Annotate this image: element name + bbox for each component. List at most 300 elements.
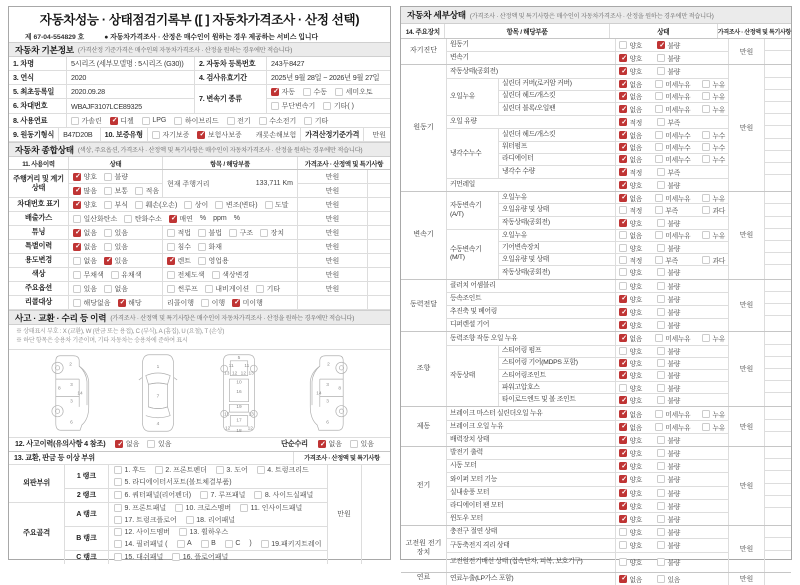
comp-state-cell bbox=[69, 282, 163, 295]
checkbox[interactable] bbox=[155, 466, 163, 474]
option-label: 도말 bbox=[275, 201, 289, 209]
checkbox[interactable] bbox=[254, 491, 262, 499]
comp-item-cell bbox=[163, 282, 298, 295]
price-line bbox=[298, 184, 367, 197]
checkbox[interactable] bbox=[702, 105, 710, 113]
comprehensive-col-headers bbox=[9, 157, 390, 170]
checkbox[interactable] bbox=[702, 206, 710, 214]
checkbox[interactable] bbox=[702, 80, 710, 88]
checkbox[interactable] bbox=[73, 285, 81, 293]
checkbox[interactable] bbox=[657, 384, 665, 392]
svg-text:13: 13 bbox=[248, 371, 254, 377]
checkbox[interactable] bbox=[657, 347, 665, 355]
checkbox[interactable] bbox=[655, 423, 663, 431]
first-reg-value: 2020.09.28 bbox=[71, 87, 105, 96]
car-name-label: 1. 차명 bbox=[13, 58, 34, 68]
checkbox[interactable] bbox=[655, 256, 663, 264]
checkbox-checked[interactable] bbox=[619, 321, 627, 329]
detail-state-cell bbox=[616, 382, 728, 393]
checkbox[interactable] bbox=[104, 201, 112, 209]
checkbox[interactable] bbox=[114, 504, 122, 512]
checkbox[interactable] bbox=[114, 478, 122, 486]
detail-empty-cell bbox=[765, 459, 791, 471]
checkbox[interactable] bbox=[259, 117, 267, 125]
option-적정 bbox=[619, 255, 655, 265]
checkbox[interactable] bbox=[215, 201, 223, 209]
checkbox[interactable] bbox=[619, 41, 627, 49]
checkbox[interactable] bbox=[73, 271, 81, 279]
detail-state-cell bbox=[616, 242, 728, 253]
option-양호 bbox=[619, 53, 657, 63]
detail-row bbox=[447, 65, 728, 77]
checkbox-checked[interactable] bbox=[73, 187, 81, 195]
checkbox[interactable] bbox=[152, 131, 160, 139]
checkbox[interactable] bbox=[657, 181, 665, 189]
checkbox[interactable] bbox=[657, 396, 665, 404]
checkbox-checked[interactable] bbox=[619, 67, 627, 75]
checkbox[interactable] bbox=[657, 308, 665, 316]
checkbox[interactable] bbox=[172, 553, 180, 561]
detail-state-cell bbox=[616, 460, 728, 472]
checkbox[interactable] bbox=[657, 295, 665, 303]
checkbox-checked[interactable] bbox=[619, 359, 627, 367]
option-불량 bbox=[657, 435, 707, 445]
checkbox-checked[interactable] bbox=[619, 181, 627, 189]
checkbox[interactable] bbox=[114, 466, 122, 474]
option-없음 bbox=[73, 256, 97, 266]
detail-group-변속기 bbox=[401, 192, 791, 279]
option-구조 bbox=[229, 228, 253, 238]
checkbox-checked[interactable] bbox=[73, 173, 81, 181]
checkbox-checked[interactable] bbox=[115, 440, 123, 448]
checkbox[interactable] bbox=[256, 285, 264, 293]
checkbox[interactable] bbox=[261, 540, 269, 548]
checkbox-checked[interactable] bbox=[197, 131, 205, 139]
rank-name: A 랭크 bbox=[65, 503, 109, 526]
detail-empty-col bbox=[765, 407, 791, 446]
comp-row bbox=[9, 170, 390, 198]
detail-empty-cell bbox=[765, 217, 791, 229]
detail-segment-rows bbox=[447, 52, 728, 64]
detail-empty-cell bbox=[765, 175, 791, 187]
history-note-2: ※ 하단 항목은 승용차 기준이며, 기타 자동차는 승용차에 준하여 표시 bbox=[16, 338, 188, 345]
checkbox[interactable] bbox=[174, 117, 182, 125]
checkbox[interactable] bbox=[655, 206, 663, 214]
checkbox-checked[interactable] bbox=[110, 117, 118, 125]
checkbox[interactable] bbox=[167, 285, 175, 293]
detail-row bbox=[447, 500, 728, 512]
checkbox[interactable] bbox=[657, 359, 665, 367]
checkbox[interactable] bbox=[142, 117, 150, 125]
option-label: 양호 bbox=[629, 296, 643, 304]
option-일산화탄소 bbox=[73, 214, 117, 224]
checkbox[interactable] bbox=[655, 131, 663, 139]
checkbox[interactable] bbox=[135, 201, 143, 209]
checkbox-checked[interactable] bbox=[619, 502, 627, 510]
option-label: 불량 bbox=[667, 43, 681, 51]
checkbox[interactable] bbox=[73, 215, 81, 223]
option-label: 불량 bbox=[667, 517, 681, 525]
detail-sub-label: 냉각수누수 bbox=[447, 129, 499, 178]
checkbox[interactable] bbox=[167, 229, 175, 237]
checkbox[interactable] bbox=[175, 504, 183, 512]
checkbox[interactable] bbox=[655, 80, 663, 88]
option-label: 없음 bbox=[125, 441, 140, 449]
option-label: 보통 bbox=[114, 187, 129, 195]
option-양호 bbox=[73, 200, 97, 210]
rank-name: B 랭크 bbox=[65, 527, 109, 550]
checkbox[interactable] bbox=[167, 271, 175, 279]
checkbox[interactable] bbox=[619, 268, 627, 276]
checkbox-checked[interactable] bbox=[619, 143, 627, 151]
checkbox[interactable] bbox=[655, 155, 663, 163]
checkbox-checked[interactable] bbox=[104, 257, 112, 265]
checkbox[interactable] bbox=[702, 410, 710, 418]
checkbox-checked[interactable] bbox=[619, 475, 627, 483]
comp-row-label-cell bbox=[9, 240, 69, 253]
svg-text:8: 8 bbox=[57, 386, 61, 392]
checkbox-checked[interactable] bbox=[619, 423, 627, 431]
checkbox-checked[interactable] bbox=[619, 462, 627, 470]
checkbox[interactable] bbox=[657, 449, 665, 457]
checkbox[interactable] bbox=[104, 285, 112, 293]
checkbox-checked[interactable] bbox=[619, 118, 627, 126]
detail-row bbox=[447, 407, 728, 419]
detail-state-cell bbox=[616, 217, 728, 229]
svg-text:10: 10 bbox=[236, 380, 242, 386]
checkbox-checked[interactable] bbox=[73, 229, 81, 237]
checkbox[interactable] bbox=[114, 540, 122, 548]
checkbox[interactable] bbox=[71, 117, 79, 125]
checkbox-checked[interactable] bbox=[619, 168, 627, 176]
checkbox[interactable] bbox=[657, 489, 665, 497]
empty-line bbox=[368, 184, 390, 197]
checkbox[interactable] bbox=[260, 229, 268, 237]
option-label: 누유 bbox=[712, 424, 725, 432]
comp-price-cell bbox=[298, 254, 368, 267]
checkbox[interactable] bbox=[655, 334, 663, 342]
comp-row-label: 용도변경 bbox=[25, 255, 52, 265]
checkbox[interactable] bbox=[619, 282, 627, 290]
detail-segment-rows bbox=[447, 434, 728, 446]
checkbox[interactable] bbox=[229, 229, 237, 237]
option-label: 6. 쿼터패널(리어펜더) bbox=[124, 492, 192, 500]
detail-empty-cell bbox=[765, 484, 791, 496]
checkbox[interactable] bbox=[657, 168, 665, 176]
comp-empty-cell bbox=[368, 268, 390, 281]
checkbox[interactable] bbox=[104, 187, 112, 195]
detail-price-cell bbox=[729, 573, 765, 585]
repair-table bbox=[9, 452, 390, 564]
option-label: 미세누유 bbox=[665, 94, 691, 102]
detail-empty-cell bbox=[765, 526, 791, 538]
checkbox[interactable] bbox=[657, 118, 665, 126]
checkbox[interactable] bbox=[657, 67, 665, 75]
detail-item-label: 작동상태(공회전) bbox=[450, 67, 498, 75]
detail-group-rows bbox=[447, 280, 729, 332]
checkbox[interactable] bbox=[114, 528, 122, 536]
checkbox-checked[interactable] bbox=[619, 92, 627, 100]
checkbox[interactable] bbox=[657, 541, 665, 549]
checkbox[interactable] bbox=[619, 558, 627, 566]
option-불법 bbox=[198, 228, 222, 238]
detail-item-cell bbox=[499, 79, 616, 90]
repair-rank-row bbox=[65, 503, 327, 527]
option-label: 있음 bbox=[157, 441, 172, 449]
repair-empty-cell bbox=[362, 465, 390, 564]
detail-row bbox=[447, 487, 728, 499]
detail-col-header-1: 항목 / 해당부품 bbox=[445, 24, 609, 38]
checkbox[interactable] bbox=[702, 423, 710, 431]
checkbox[interactable] bbox=[124, 215, 132, 223]
checkbox[interactable] bbox=[303, 88, 311, 96]
detail-empty-cell bbox=[765, 345, 791, 357]
checkbox-checked[interactable] bbox=[619, 396, 627, 404]
checkbox-checked[interactable] bbox=[657, 41, 665, 49]
checkbox[interactable] bbox=[702, 131, 710, 139]
checkbox-checked[interactable] bbox=[619, 489, 627, 497]
detail-state-cell bbox=[616, 230, 728, 241]
checkbox[interactable] bbox=[655, 143, 663, 151]
checkbox-checked[interactable] bbox=[167, 257, 175, 265]
checkbox[interactable] bbox=[657, 54, 665, 62]
checkbox[interactable] bbox=[657, 502, 665, 510]
option-label: 상이 bbox=[194, 201, 209, 209]
checkbox[interactable] bbox=[198, 243, 206, 251]
checkbox-checked[interactable] bbox=[169, 215, 177, 223]
checkbox-checked[interactable] bbox=[318, 440, 326, 448]
checkbox[interactable] bbox=[657, 219, 665, 227]
checkbox[interactable] bbox=[114, 553, 122, 561]
checkbox[interactable] bbox=[655, 410, 663, 418]
detail-empty-cell bbox=[765, 114, 791, 126]
option-label: 훼손(오손) bbox=[145, 201, 178, 209]
checkbox[interactable] bbox=[111, 271, 119, 279]
checkbox[interactable] bbox=[186, 516, 194, 524]
detail-item-label: 오일누유 bbox=[502, 193, 528, 201]
detail-segment-rows bbox=[447, 39, 728, 51]
checkbox[interactable] bbox=[227, 117, 235, 125]
checkbox[interactable] bbox=[265, 201, 273, 209]
checkbox[interactable] bbox=[702, 143, 710, 151]
comp-row-label: 특별이력 bbox=[25, 241, 52, 251]
checkbox[interactable] bbox=[702, 231, 710, 239]
checkbox[interactable] bbox=[655, 92, 663, 100]
option-불량 bbox=[657, 267, 707, 277]
checkbox[interactable] bbox=[657, 268, 665, 276]
option-label: 없음 bbox=[629, 82, 643, 90]
checkbox[interactable] bbox=[135, 187, 143, 195]
checkbox[interactable] bbox=[657, 244, 665, 252]
checkbox[interactable] bbox=[271, 102, 279, 110]
checkbox-checked[interactable] bbox=[271, 88, 279, 96]
inspection-period-value: 2025년 9월 28일 ~ 2026년 9월 27일 bbox=[271, 72, 380, 82]
checkbox-checked[interactable] bbox=[73, 201, 81, 209]
checkbox[interactable] bbox=[657, 575, 665, 583]
detail-item-cell bbox=[447, 513, 616, 525]
checkbox-checked[interactable] bbox=[619, 575, 627, 583]
checkbox[interactable] bbox=[257, 466, 265, 474]
checkbox[interactable] bbox=[73, 299, 81, 307]
comp-price-cell bbox=[298, 212, 368, 225]
detail-state-cell bbox=[616, 91, 728, 102]
checkbox[interactable] bbox=[114, 491, 122, 499]
option-label: 양호 bbox=[629, 56, 643, 64]
option-부족 bbox=[657, 117, 707, 127]
checkbox[interactable] bbox=[73, 257, 81, 265]
checkbox-checked[interactable] bbox=[619, 295, 627, 303]
checkbox[interactable] bbox=[657, 371, 665, 379]
checkbox[interactable] bbox=[114, 516, 122, 524]
detail-empty-cell bbox=[765, 304, 791, 316]
checkbox-checked[interactable] bbox=[619, 131, 627, 139]
checkbox[interactable] bbox=[619, 256, 627, 264]
option-label: 양호 bbox=[629, 530, 643, 538]
checkbox[interactable] bbox=[657, 558, 665, 566]
checkbox-checked[interactable] bbox=[232, 299, 240, 307]
checkbox[interactable] bbox=[619, 206, 627, 214]
checkbox[interactable] bbox=[198, 229, 206, 237]
checkbox[interactable] bbox=[702, 155, 710, 163]
detail-state-cell bbox=[616, 513, 728, 525]
checkbox[interactable] bbox=[225, 540, 233, 548]
checkbox[interactable] bbox=[104, 229, 112, 237]
option-불량 bbox=[657, 294, 707, 304]
checkbox[interactable] bbox=[619, 384, 627, 392]
checkbox-checked[interactable] bbox=[619, 155, 627, 163]
checkbox-checked[interactable] bbox=[619, 80, 627, 88]
checkbox-checked[interactable] bbox=[619, 219, 627, 227]
checkbox[interactable] bbox=[655, 105, 663, 113]
detail-segment bbox=[447, 52, 728, 64]
detail-state-cell bbox=[616, 116, 728, 128]
detail-segment-rows bbox=[447, 65, 728, 77]
checkbox[interactable] bbox=[212, 271, 220, 279]
checkbox[interactable] bbox=[177, 540, 185, 548]
checkbox[interactable] bbox=[619, 231, 627, 239]
checkbox[interactable] bbox=[702, 256, 710, 264]
checkbox[interactable] bbox=[657, 475, 665, 483]
detail-group-원동기 bbox=[401, 65, 791, 192]
checkbox-checked[interactable] bbox=[619, 436, 627, 444]
checkbox-checked[interactable] bbox=[73, 243, 81, 251]
checkbox[interactable] bbox=[657, 528, 665, 536]
checkbox-checked[interactable] bbox=[619, 105, 627, 113]
checkbox[interactable] bbox=[657, 282, 665, 290]
checkbox[interactable] bbox=[655, 194, 663, 202]
svg-text:3: 3 bbox=[326, 399, 330, 405]
checkbox[interactable] bbox=[619, 347, 627, 355]
comp-state-cell bbox=[69, 226, 163, 239]
checkbox[interactable] bbox=[619, 244, 627, 252]
comp-price-cell bbox=[298, 198, 368, 211]
checkbox[interactable] bbox=[619, 528, 627, 536]
checkbox[interactable] bbox=[657, 462, 665, 470]
checkbox[interactable] bbox=[657, 436, 665, 444]
checkbox[interactable] bbox=[184, 201, 192, 209]
option-불량 bbox=[657, 488, 707, 498]
checkbox[interactable] bbox=[198, 257, 206, 265]
detail-segment bbox=[447, 447, 728, 460]
checkbox-checked[interactable] bbox=[619, 308, 627, 316]
svg-text:2: 2 bbox=[68, 362, 72, 368]
checkbox[interactable] bbox=[201, 299, 209, 307]
checkbox[interactable] bbox=[702, 194, 710, 202]
transmission-type-label: 7. 변속기 종류 bbox=[199, 94, 242, 103]
checkbox[interactable] bbox=[323, 102, 331, 110]
price-unit: 만원 bbox=[325, 173, 340, 181]
checkbox[interactable] bbox=[179, 528, 187, 536]
option-label: 탄화수소 bbox=[134, 215, 162, 223]
checkbox[interactable] bbox=[657, 515, 665, 523]
detail-item-label: 라디에이터 팬 모터 bbox=[450, 501, 504, 509]
detail-item-cell bbox=[499, 154, 616, 165]
detail-row bbox=[499, 358, 728, 370]
detail-item-label: 스티어링 기어(MDPS 포함) bbox=[502, 359, 578, 367]
checkbox-checked[interactable] bbox=[118, 299, 126, 307]
comp-row-label: 주요옵션 bbox=[25, 283, 52, 293]
checkbox[interactable] bbox=[657, 321, 665, 329]
option-label: 미세누수 bbox=[665, 132, 691, 140]
option-label: 있음 bbox=[360, 441, 374, 449]
checkbox[interactable] bbox=[216, 466, 224, 474]
option-label: 부식 bbox=[114, 201, 129, 209]
comp-empty-cell bbox=[368, 226, 390, 239]
checkbox[interactable] bbox=[167, 243, 175, 251]
checkbox-checked[interactable] bbox=[619, 515, 627, 523]
checkbox[interactable] bbox=[655, 231, 663, 239]
detail-row bbox=[499, 79, 728, 91]
repair-header-label: 13. 교환, 판금 등 이상 부위 bbox=[14, 452, 95, 462]
option-label: 17. 트렁크플로어 bbox=[124, 516, 177, 524]
checkbox[interactable] bbox=[702, 334, 710, 342]
detail-row bbox=[447, 319, 728, 331]
checkbox-checked[interactable] bbox=[619, 54, 627, 62]
detail-price-unit: 만원 bbox=[739, 575, 754, 583]
checkbox[interactable] bbox=[201, 540, 209, 548]
detail-item-cell bbox=[447, 421, 616, 433]
comp-empty-stack bbox=[368, 170, 390, 197]
checkbox[interactable] bbox=[304, 117, 312, 125]
checkbox-checked[interactable] bbox=[619, 410, 627, 418]
detail-segment bbox=[447, 553, 728, 572]
checkbox[interactable] bbox=[205, 285, 213, 293]
checkbox[interactable] bbox=[104, 173, 112, 181]
repair-price-cell bbox=[328, 465, 362, 564]
checkbox-checked[interactable] bbox=[619, 194, 627, 202]
checkbox[interactable] bbox=[200, 491, 208, 499]
option-label: 렌트 bbox=[177, 257, 192, 265]
repair-rank-row bbox=[65, 489, 327, 502]
checkbox[interactable] bbox=[702, 92, 710, 100]
detail-item-label: 등속조인트 bbox=[450, 294, 482, 302]
checkbox[interactable] bbox=[619, 541, 627, 549]
svg-text:8: 8 bbox=[338, 386, 342, 392]
checkbox-checked[interactable] bbox=[619, 449, 627, 457]
checkbox[interactable] bbox=[147, 440, 155, 448]
checkbox-checked[interactable] bbox=[619, 371, 627, 379]
option-label: 불량 bbox=[667, 56, 681, 64]
checkbox[interactable] bbox=[104, 243, 112, 251]
text-segment: % bbox=[233, 215, 240, 222]
detail-item-cell bbox=[499, 91, 616, 102]
detail-segment-rows bbox=[499, 230, 728, 279]
checkbox[interactable] bbox=[240, 504, 248, 512]
option-label: 미세누유 bbox=[665, 195, 691, 203]
checkbox[interactable] bbox=[350, 440, 358, 448]
checkbox-checked[interactable] bbox=[619, 334, 627, 342]
checkbox[interactable] bbox=[335, 88, 343, 96]
